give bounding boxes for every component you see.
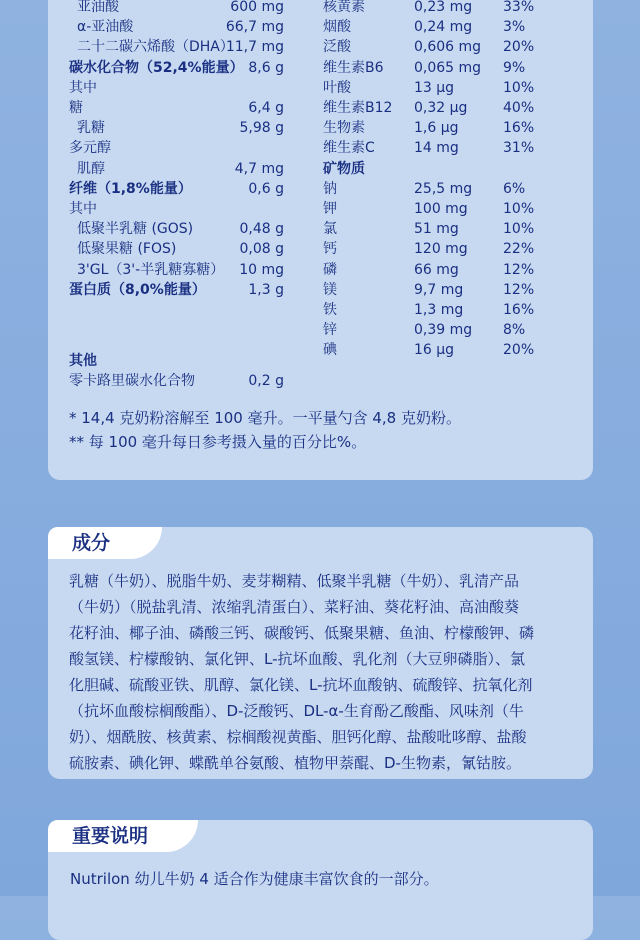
nutrient-percent: 16%: [503, 302, 535, 318]
nutrient-name: 其中: [69, 201, 97, 217]
nutrient-value: 13 µg: [414, 79, 455, 96]
nutrient-percent: 22%: [503, 241, 535, 258]
nutrient-percent: 12%: [503, 281, 535, 298]
nutrient-percent: 20%: [503, 39, 535, 56]
notice-card: [48, 820, 593, 940]
ingredients-title: 成分: [48, 527, 162, 559]
nutrient-name: 锌: [323, 322, 337, 339]
nutrient-value: 0,2 g: [248, 372, 284, 389]
nutrient-value: 100 mg: [414, 201, 468, 217]
nutrient-name: 叶酸: [323, 79, 351, 96]
nutrient-percent: 3%: [503, 19, 526, 36]
nutrient-value: 8,6 g: [248, 59, 284, 76]
nutrient-name: 碘: [323, 342, 337, 359]
nutrient-name: 碳水化合物（52,4%能量）: [69, 59, 244, 76]
ingredients-line: 硫胺素、碘化钾、蝶酰单谷氨酸、植物甲萘醌、D-生物素，氰钴胺。: [69, 754, 521, 772]
nutrient-percent: 40%: [503, 100, 535, 116]
nutrient-value: 0,48 g: [239, 221, 284, 238]
nutrient-name: 乳糖: [77, 120, 105, 137]
nutrient-name: 矿物质: [323, 160, 365, 177]
nutrient-percent: 9%: [503, 59, 526, 76]
nutrient-percent: 6%: [503, 180, 526, 197]
nutrient-value: 51 mg: [414, 221, 459, 238]
nutrient-name: 纤维（1,8%能量）: [69, 180, 192, 197]
notice-text: Nutrilon 幼儿牛奶 4 适合作为健康丰富饮食的一部分。: [70, 870, 439, 888]
nutrient-name: 钾: [323, 201, 337, 217]
nutrient-name: 钠: [323, 180, 337, 197]
footnote-reference-intake: ** 每 100 毫升每日参考摄入量的百分比%。: [69, 433, 367, 451]
nutrient-percent: 12%: [503, 261, 535, 278]
nutrient-value: 0,23 mg: [414, 0, 473, 15]
nutrient-name: 镁: [323, 281, 337, 298]
nutrient-percent: 33%: [503, 0, 535, 15]
nutrient-percent: 10%: [503, 221, 535, 238]
nutrient-percent: 20%: [503, 342, 535, 359]
nutrient-value: 14 mg: [414, 140, 459, 157]
nutrient-name: 其中: [69, 79, 97, 96]
nutrient-name: 铁: [323, 302, 337, 318]
nutrient-name: 维生素B6: [323, 59, 384, 76]
nutrient-name: 零卡路里碳水化合物: [69, 372, 195, 389]
nutrient-name: 糖: [69, 100, 83, 116]
nutrient-value: 0,065 mg: [414, 59, 482, 76]
nutrient-percent: 8%: [503, 322, 526, 339]
nutrient-name: α-亚油酸: [77, 19, 134, 36]
nutrient-name: 维生素C: [323, 140, 375, 157]
nutrient-name: 蛋白质（8,0%能量）: [69, 281, 206, 298]
nutrient-value: 0,08 g: [239, 241, 284, 258]
nutrient-name: 氯: [323, 221, 337, 238]
ingredients-card: [48, 527, 593, 779]
nutrient-percent: 10%: [503, 79, 535, 96]
nutrient-name: 其他: [69, 352, 97, 369]
nutrient-percent: 16%: [503, 120, 535, 137]
nutrient-name: 烟酸: [323, 19, 351, 36]
nutrient-percent: 31%: [503, 140, 535, 157]
nutrient-value: 0,6 g: [248, 180, 284, 197]
nutrient-value: 9,7 mg: [414, 281, 464, 298]
nutrient-value: 66 mg: [414, 261, 459, 278]
nutrient-value: 16 µg: [414, 342, 455, 359]
notice-title: 重要说明: [48, 820, 198, 852]
ingredients-text: [69, 568, 534, 776]
nutrient-value: [198, 199, 284, 219]
nutrient-value: 0,39 mg: [414, 322, 473, 339]
nutrient-value: 0,24 mg: [414, 19, 473, 36]
nutrient-name: 二十二碳六烯酸（DHA）: [77, 39, 234, 56]
nutrient-value: [198, 351, 284, 371]
nutrient-value: 1,6 µg: [414, 120, 459, 137]
nutrient-name: 肌醇: [77, 160, 105, 177]
nutrient-value: 10 mg: [239, 261, 284, 278]
nutrient-name: 生物素: [323, 120, 365, 137]
nutrient-value: [198, 78, 284, 98]
ingredients-line: 奶）、烟酰胺、核黄素、棕榈酸视黄酯、胆钙化醇、盐酸吡哆醇、盐酸: [69, 728, 527, 746]
nutrient-name: 亚油酸: [77, 0, 119, 15]
nutrient-value: 6,4 g: [248, 100, 284, 116]
nutrient-value: 66,7 mg: [225, 19, 284, 36]
nutrition-card: [48, 0, 593, 480]
ingredients-line: （牛奶）（脱盐乳清、浓缩乳清蛋白）、菜籽油、葵花籽油、高油酸葵: [69, 598, 520, 616]
nutrient-value: 11,7 mg: [225, 39, 284, 56]
ingredients-line: 花籽油、椰子油、磷酸三钙、碳酸钙、低聚果糖、鱼油、柠檬酸钾、磷: [69, 624, 535, 642]
ingredients-line: 乳糖（牛奶）、脱脂牛奶、麦芽糊精、低聚半乳糖（牛奶）、乳清产品: [69, 572, 520, 590]
nutrient-name: 泛酸: [323, 39, 351, 56]
nutrient-name: 低聚果糖 (FOS): [77, 241, 177, 258]
ingredients-line: （抗坏血酸棕榈酸酯）、D-泛酸钙、DL-α-生育酚乙酸酯、风味剂（牛: [69, 702, 524, 720]
nutrient-value: 600 mg: [230, 0, 284, 15]
nutrient-value: 4,7 mg: [234, 160, 284, 177]
nutrient-value: 1,3 mg: [414, 302, 464, 318]
nutrient-value: 0,606 mg: [414, 39, 482, 56]
nutrient-value: [198, 138, 284, 158]
footnote-serving: * 14,4 克奶粉溶解至 100 毫升。一平量勺含 4,8 克奶粉。: [69, 409, 461, 427]
nutrient-name: 维生素B12: [323, 100, 393, 116]
nutrient-percent: 10%: [503, 201, 535, 217]
ingredients-line: 酸氢镁、柠檬酸钠、氯化钾、L-抗坏血酸、乳化剂（大豆卵磷脂）、氯: [69, 650, 526, 668]
nutrient-value: 0,32 µg: [414, 100, 468, 116]
nutrient-value: 1,3 g: [248, 281, 284, 298]
ingredients-line: 化胆碱、硫酸亚铁、肌醇、氯化镁、L-抗坏血酸钠、硫酸锌、抗氧化剂: [69, 676, 533, 694]
nutrient-name: 磷: [323, 261, 337, 278]
nutrient-value: 120 mg: [414, 241, 468, 258]
nutrient-value: 5,98 g: [239, 120, 284, 137]
nutrient-name: 3'GL（3'-半乳糖寡糖）: [77, 261, 225, 278]
nutrient-value: 25,5 mg: [414, 180, 473, 197]
nutrient-name: 多元醇: [69, 140, 111, 157]
nutrient-name: 低聚半乳糖 (GOS): [77, 221, 194, 238]
nutrient-name: 核黄素: [323, 0, 365, 15]
nutrient-name: 钙: [323, 241, 337, 258]
